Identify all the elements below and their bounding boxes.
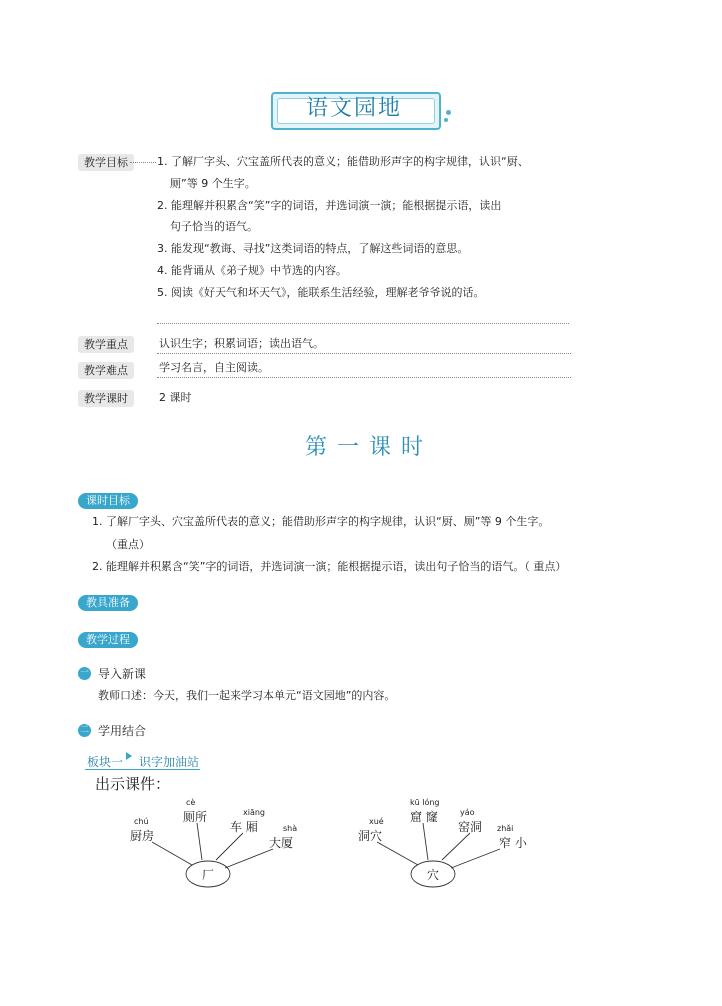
lesson-goal-line-1: 1. 了解厂字头、穴宝盖所代表的意义；能借助形声字的构字规律，认识“厨、厕”等 9 个生字。 <box>92 515 550 528</box>
hours-text: 2 课时 <box>159 391 192 404</box>
pinyin-chu: chú <box>134 817 149 826</box>
word-yaodong: 窑洞 <box>458 820 483 834</box>
section-2-number: 二 <box>79 725 89 735</box>
lesson-title: 第一课时 <box>305 435 434 460</box>
pinyin-yao: yáo <box>460 808 475 817</box>
key-points-text: 认识生字；积累词语；读出语气。 <box>159 337 324 350</box>
section-2-title: 学用结合 <box>98 724 147 738</box>
pinyin-kulong: kū lóng <box>410 798 440 807</box>
pinyin-xue: xué <box>369 817 384 826</box>
key-points-label: 教学重点 <box>78 336 134 353</box>
goal-line-5: 5. 阅读《好天气和坏天气》，能联系生活经验，理解老爷爷说的话。 <box>157 286 485 299</box>
pinyin-sha: shà <box>283 824 298 833</box>
word-dongxue: 洞穴 <box>358 829 383 843</box>
word-chexiang: 车 厢 <box>230 820 258 834</box>
goal-line-4: 4. 能背诵从《弟子规》中节选的内容。 <box>157 264 347 277</box>
word-dasha: 大厦 <box>269 836 294 850</box>
lesson-goal-line-1b: （重点） <box>106 538 150 551</box>
lesson-goal-line-2: 2. 能理解并积累含“笑”字的词语，并选词演一演；能根据提示语，读出句子恰当的语气。（ 重点） <box>92 560 567 573</box>
goals-label: 教学目标 <box>78 154 134 171</box>
goal-line-2: 2. 能理解并积累含“笑”字的词语，并选词演一演；能根据提示语，读出 <box>157 199 502 212</box>
word-zhaixiao: 窄 小 <box>499 836 527 850</box>
block-1-title: 识字加油站 <box>139 755 200 769</box>
goal-line-1: 1. 了解厂字头、穴宝盖所代表的意义；能借助形声字的构字规律，认识“厨、 <box>157 155 529 168</box>
word-chufang: 厨房 <box>130 829 155 843</box>
difficulties-label: 教学难点 <box>78 362 134 379</box>
pinyin-zhai: zhǎi <box>497 824 514 833</box>
pinyin-ce: cè <box>186 798 196 807</box>
word-cesuo: 厕所 <box>183 810 208 824</box>
section-1-title: 导入新课 <box>98 667 147 681</box>
section-1-text: 教师口述：今天，我们一起来学习本单元“语文园地”的内容。 <box>98 689 396 702</box>
goal-line-3: 3. 能发现“教诲、寻找”这类词语的特点，了解这些词语的意思。 <box>157 242 469 255</box>
radical-xue: 穴 <box>427 868 440 882</box>
difficulties-text: 学习名言，自主阅读。 <box>159 361 269 374</box>
process-pill: 教学过程 <box>78 632 138 648</box>
block-1-tag: 板块一 <box>87 755 124 769</box>
lesson-goals-pill: 课时目标 <box>78 493 138 509</box>
section-1-number: 一 <box>79 668 89 678</box>
page-title: 语文园地 <box>305 96 402 121</box>
prep-pill: 教具准备 <box>78 595 138 611</box>
goal-line-2b: 句子恰当的语气。 <box>170 220 258 233</box>
pinyin-xiang: xiāng <box>243 808 266 817</box>
hours-label: 教学课时 <box>78 390 134 407</box>
goal-line-1b: 厕”等 9 个生字。 <box>170 177 256 190</box>
show-courseware: 出示课件： <box>95 775 171 793</box>
radical-chang: 厂 <box>202 868 215 882</box>
word-kulong: 窟 窿 <box>410 810 438 824</box>
